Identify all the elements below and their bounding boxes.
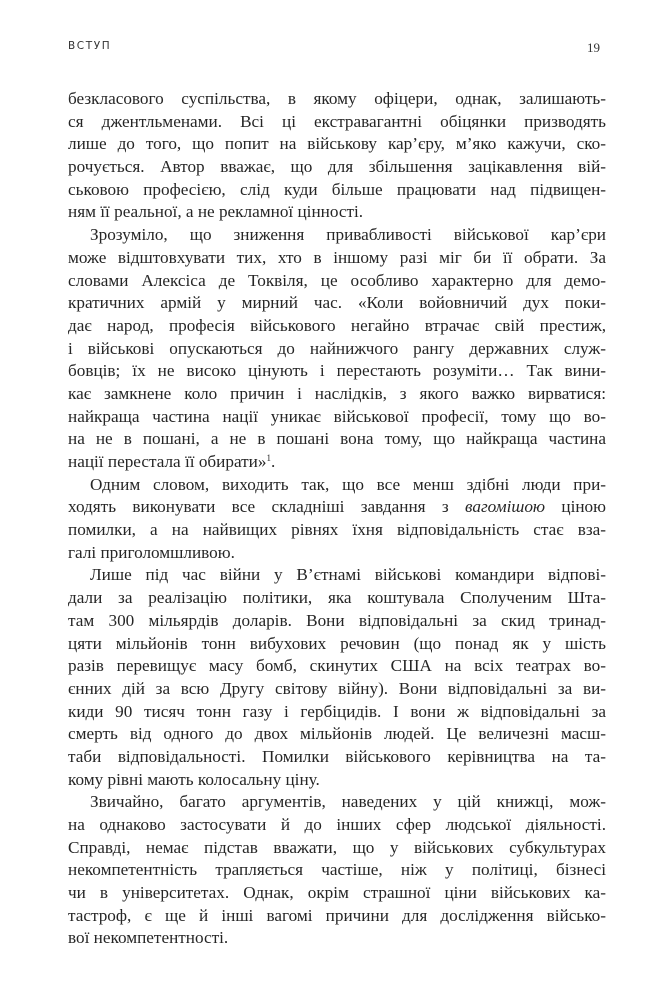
- text-line: там 300 мільярдів доларів. Вони відповідальні за скид тринад-: [68, 610, 606, 630]
- text-line: киди 90 тисяч тонн газу і гербіцидів. І вони ж відповідальні за: [68, 701, 606, 721]
- paragraph: [68, 791, 606, 950]
- text-line: Лише під час війни у В’єтнамі військові командири відпові-: [90, 565, 606, 585]
- text-segment: .: [270, 452, 276, 471]
- text-line: дали за реалізацію політики, яка коштувала Сполученим Шта-: [68, 588, 606, 608]
- text-line: кому рівні мають колосальну ціну.: [68, 769, 320, 789]
- text-line: [68, 496, 606, 519]
- paragraph: [68, 88, 606, 224]
- text-line: єнних дій за всю Другу світову війну). Вони відповідальні за ви-: [68, 678, 606, 698]
- text-line: галі приголомшливою.: [68, 542, 235, 562]
- text-line: Одним словом, виходить так, що все менш здібні люди при-: [90, 474, 606, 494]
- text-line: Справді, немає підстав вважати, що у військових субкультурах: [68, 837, 606, 857]
- text-line: найкраща частина нації уникає військової професії, тому що во-: [68, 406, 606, 426]
- text-line: лише до того, що попит на військову кар’єру, м’яко кажучи, ско-: [68, 134, 606, 154]
- text-line: Зрозуміло, що зниження привабливості військової кар’єри: [90, 225, 606, 245]
- text-line: і військові опускаються до найнижчого рангу державних служ-: [68, 338, 606, 358]
- text-segment: ходять виконувати все складніші завдання з: [68, 497, 466, 517]
- text-line: ськовою професією, слід куди більше працювати над підвищен-: [68, 179, 606, 199]
- text-line: смерть від одного до двох мільйонів людей. Це величезні масш-: [68, 724, 606, 744]
- text-line: вої некомпетентності.: [68, 928, 229, 948]
- text-line: помилки, а на найвищих рівнях їхня відповідальність стає вза-: [68, 520, 606, 540]
- text-segment: нації перестала її обирати»: [68, 452, 267, 471]
- text-line: [68, 451, 606, 474]
- text-line: на не в пошані, а не в пошані вона тому, що найкраща частина: [68, 429, 606, 449]
- text-line: кає замкнене коло причин і наслідків, з якого важко вирватися:: [68, 383, 606, 403]
- text-line: ся джентльменами. Всі ці екстравагантні обіцянки призводять: [68, 111, 606, 131]
- text-line: таби відповідальності. Помилки військового керівництва на та-: [68, 746, 606, 766]
- text-line: може відштовхувати тих, хто в іншому разі міг би її обрати. За: [68, 247, 606, 267]
- text-line: тастроф, є ще й інші вагомі причини для дослідження військо-: [68, 905, 606, 925]
- text-line: цяти мільйонів тонн вибухових речовин (що понад як у шість: [68, 633, 606, 653]
- text-line: Звичайно, багато аргументів, наведених у цій книжці, мож-: [90, 792, 606, 812]
- text-line: на однаково застосувати й до інших сфер людської діяльності.: [68, 815, 606, 834]
- section-title: ВСТУП: [68, 40, 112, 52]
- text-line: словами Алексіса де Токвіля, це особливо характерно для демо-: [68, 270, 606, 290]
- paragraph: [68, 564, 606, 791]
- page-number: 19: [587, 40, 600, 55]
- text-line: чи в університетах. Однак, окрім страшної ціни військових ка-: [68, 883, 606, 903]
- text-line: безкласового суспільства, в якому офіцери, однак, залишають-: [68, 89, 606, 108]
- text-segment: ціною: [545, 497, 606, 517]
- running-head: [68, 38, 606, 58]
- emphasis-text: вагомішою: [465, 497, 546, 517]
- paragraph: [68, 224, 606, 474]
- text-line: разів перевищує масу бомб, скинутих США на всіх театрах во-: [68, 656, 606, 676]
- text-line: некомпетентність трапляється частіше, ніж у політиці, бізнесі: [68, 860, 606, 880]
- paragraph: [68, 474, 606, 565]
- text-line: бовців; їх не високо цінують і перестають розуміти… Так вини-: [68, 361, 606, 381]
- text-line: дає народ, професія військового негайно втрачає свій престиж,: [68, 315, 606, 335]
- text-line: ням її реальної, а не рекламної цінності.: [68, 202, 364, 222]
- footnote-marker: 1: [266, 453, 271, 463]
- text-line: кратичних армій у мирний час. «Коли войовничий дух поки-: [68, 293, 606, 313]
- text-line: рочується. Автор вважає, що для збільшення зацікавлення вій-: [68, 157, 606, 177]
- body-text: [68, 88, 606, 950]
